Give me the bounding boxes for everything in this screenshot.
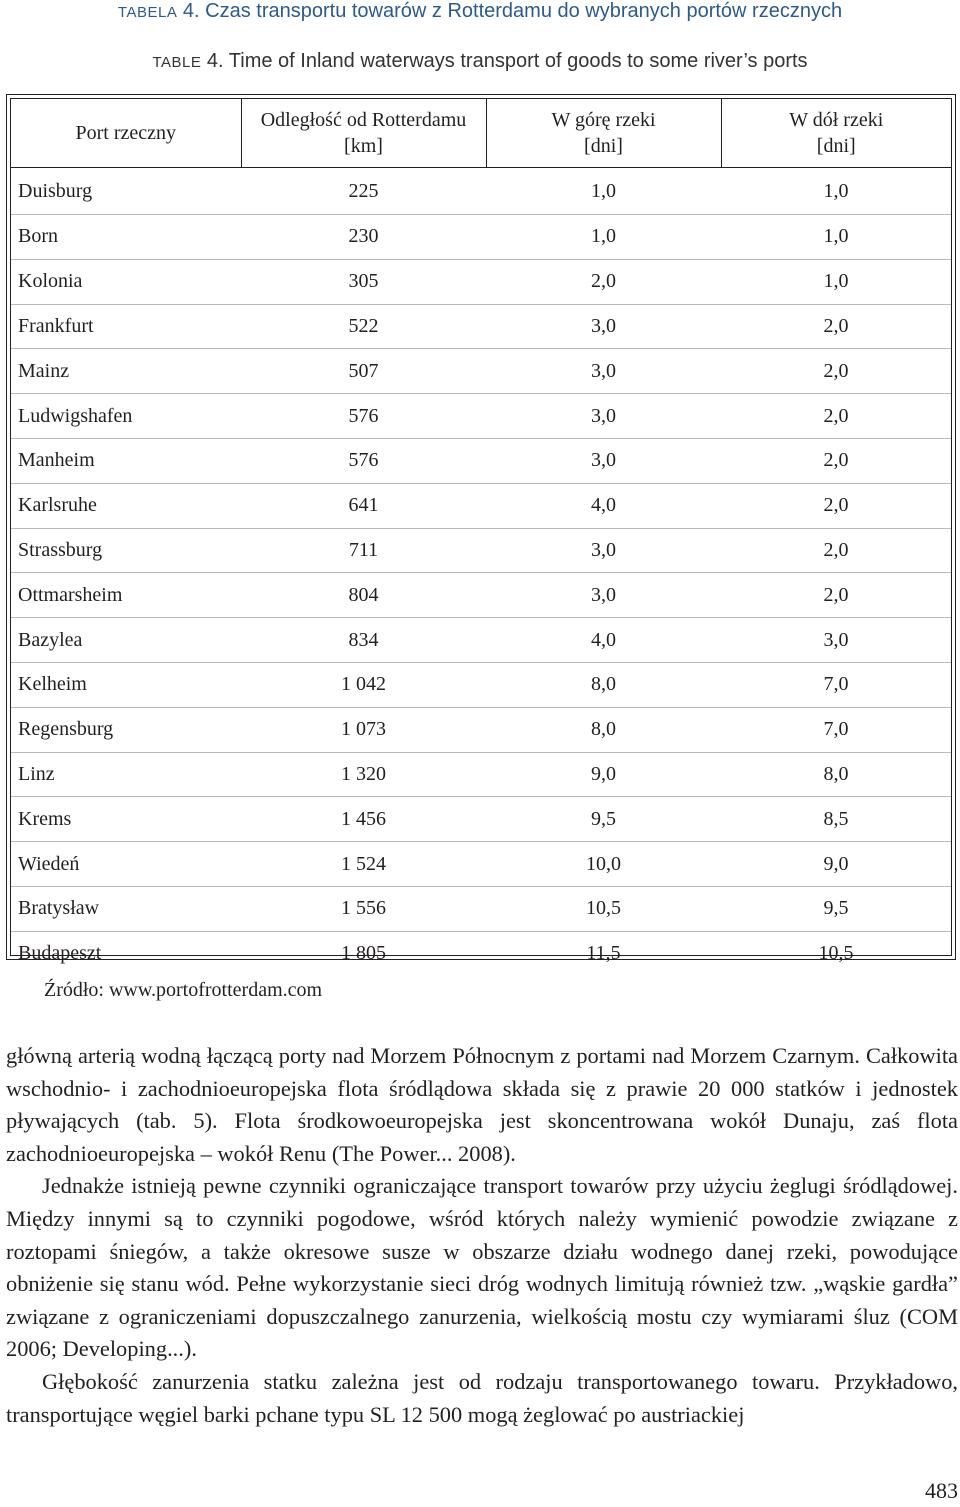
table-frame [6,94,956,965]
cell-downstream: 7,0 [721,707,951,752]
cell-distance: 230 [241,215,486,260]
cell-downstream: 2,0 [721,528,951,573]
cell-downstream: 2,0 [721,573,951,618]
header-downstream: W dół rzeki [dni] [721,99,951,168]
cell-upstream: 10,5 [486,886,721,931]
cell-distance: 576 [241,438,486,483]
header-distance: Odległość od Rotterdamu [km] [241,99,486,168]
cell-upstream: 11,5 [486,931,721,975]
table-header-row [11,99,951,168]
cell-upstream: 3,0 [486,573,721,618]
table-row [11,483,951,528]
cell-upstream: 10,0 [486,842,721,887]
cell-downstream: 1,0 [721,215,951,260]
cell-downstream: 1,0 [721,259,951,304]
body-text [6,1040,958,1431]
table-row [11,842,951,887]
cell-port: Manheim [11,438,241,483]
cell-upstream: 1,0 [591,179,616,202]
cell-downstream: 9,5 [721,886,951,931]
cell-upstream: 4,0 [486,618,721,663]
cell-port: Ludwigshafen [11,394,241,439]
cell-port: Frankfurt [11,304,241,349]
cell-port: Karlsruhe [11,483,241,528]
cell-port: Strassburg [11,528,241,573]
cell-downstream: 7,0 [721,662,951,707]
cell-downstream: 2,0 [721,394,951,439]
table-row [11,886,951,931]
cell-upstream: 3,0 [486,528,721,573]
cell-port: Linz [11,752,241,797]
cell-downstream: 8,0 [721,752,951,797]
cell-downstream: 2,0 [721,349,951,394]
cell-upstream: 8,0 [486,662,721,707]
transport-time-table [11,99,951,976]
cell-distance: 225 [348,179,379,202]
table-body [11,168,951,976]
cell-downstream: 2,0 [721,438,951,483]
table-row [11,752,951,797]
cell-distance: 711 [241,528,486,573]
table-row [11,797,951,842]
paragraph: główną arterią wodną łączącą porty nad Morzem Północnym z portami nad Morzem Czarnym. Całkowita wschodnio- i zachodnioeuropejska flota śródlądowa składa się z prawie 20 000 statków i jednostek pływających (tab. 5). Flota środkowoeuropejska jest skoncentrowana wokół Dunaju, zaś flota zachodnioeuropejska – wokół Renu (The Power... 2008). [6,1043,958,1166]
table-row [11,662,951,707]
cell-distance: 1 524 [241,842,486,887]
cell-port: Regensburg [11,707,241,752]
cell-distance: 522 [241,304,486,349]
table-row [11,931,951,975]
table-row [11,304,951,349]
cell-port: Ottmarsheim [11,573,241,618]
cell-upstream: 8,0 [486,707,721,752]
cell-port: Kelheim [11,662,241,707]
cell-port: Mainz [11,349,241,394]
cell-downstream: 3,0 [721,618,951,663]
cell-downstream: 8,5 [721,797,951,842]
cell-upstream: 9,5 [486,797,721,842]
cell-port: Budapeszt [11,931,241,975]
cell-upstream: 3,0 [486,304,721,349]
cell-upstream: 1,0 [486,215,721,260]
cell-distance: 576 [241,394,486,439]
cell-distance: 305 [241,259,486,304]
table-row [11,259,951,304]
paragraph: Głębokość zanurzenia statku zależna jest od rodzaju transportowanego towaru. Przykładowo, transportujące węgiel barki pchane typu SL 12 500 mogą żeglować po austriackiej [6,1368,958,1427]
cell-distance: 641 [241,483,486,528]
cell-distance: 507 [241,349,486,394]
cell-upstream: 9,0 [486,752,721,797]
cell-distance: 1 556 [241,886,486,931]
cell-distance: 1 805 [241,931,486,975]
cell-port: Bratysław [11,886,241,931]
cell-distance: 1 042 [241,662,486,707]
cell-downstream: 2,0 [721,304,951,349]
table-row [11,394,951,439]
cell-port: Wiedeń [11,842,241,887]
table-row [11,349,951,394]
cell-downstream: 9,0 [721,842,951,887]
table-row [11,707,951,752]
table-caption-english: TABLE 4. Time of Inland waterways transport of goods to some river’s ports [152,50,808,72]
cell-distance: 804 [241,573,486,618]
table-row [11,573,951,618]
cell-downstream: 10,5 [721,931,951,975]
cell-upstream: 2,0 [486,259,721,304]
table-row [11,168,951,215]
page-number: 483 [925,1478,958,1503]
cell-downstream: 2,0 [721,483,951,528]
cell-port: Krems [11,797,241,842]
cell-upstream: 3,0 [486,349,721,394]
table-row [11,528,951,573]
cell-port: Bazylea [11,618,241,663]
cell-upstream: 3,0 [486,394,721,439]
cell-port: Duisburg [18,179,93,202]
cell-port: Born [11,215,241,260]
cell-distance: 1 073 [241,707,486,752]
source-note: Źródło: www.portofrotterdam.com [44,979,323,1001]
paragraph: Jednakże istnieją pewne czynniki ograniczające transport towarów przy użyciu żeglugi śródlądowej. Między innymi są to czynniki pogodowe, wśród których należy wymienić powodzie związane z roztopami śniegów, a także okresowe susze w obszarze działu wodnego danej rzeki, powodujące obniżenie się stanu wód. Pełne wykorzystanie sieci dróg wodnych limitują również tzw. „wąskie gardła” związane z ograniczeniami dopuszczalnego zanurzenia, wielkością mostu czy wymiarami śluz (COM 2006; Developing...). [6,1173,958,1362]
table-caption-polish: TABELA 4. Czas transportu towarów z Rotterdamu do wybranych portów rzecznych [117,0,843,22]
table-row [11,618,951,663]
cell-distance: 834 [241,618,486,663]
cell-port: Kolonia [11,259,241,304]
cell-upstream: 4,0 [486,483,721,528]
cell-downstream: 1,0 [823,179,849,202]
table-row [11,438,951,483]
cell-distance: 1 320 [241,752,486,797]
header-port: Port rzeczny [11,99,241,168]
cell-distance: 1 456 [241,797,486,842]
table-row [11,215,951,260]
header-upstream: W górę rzeki [dni] [486,99,721,168]
cell-upstream: 3,0 [486,438,721,483]
